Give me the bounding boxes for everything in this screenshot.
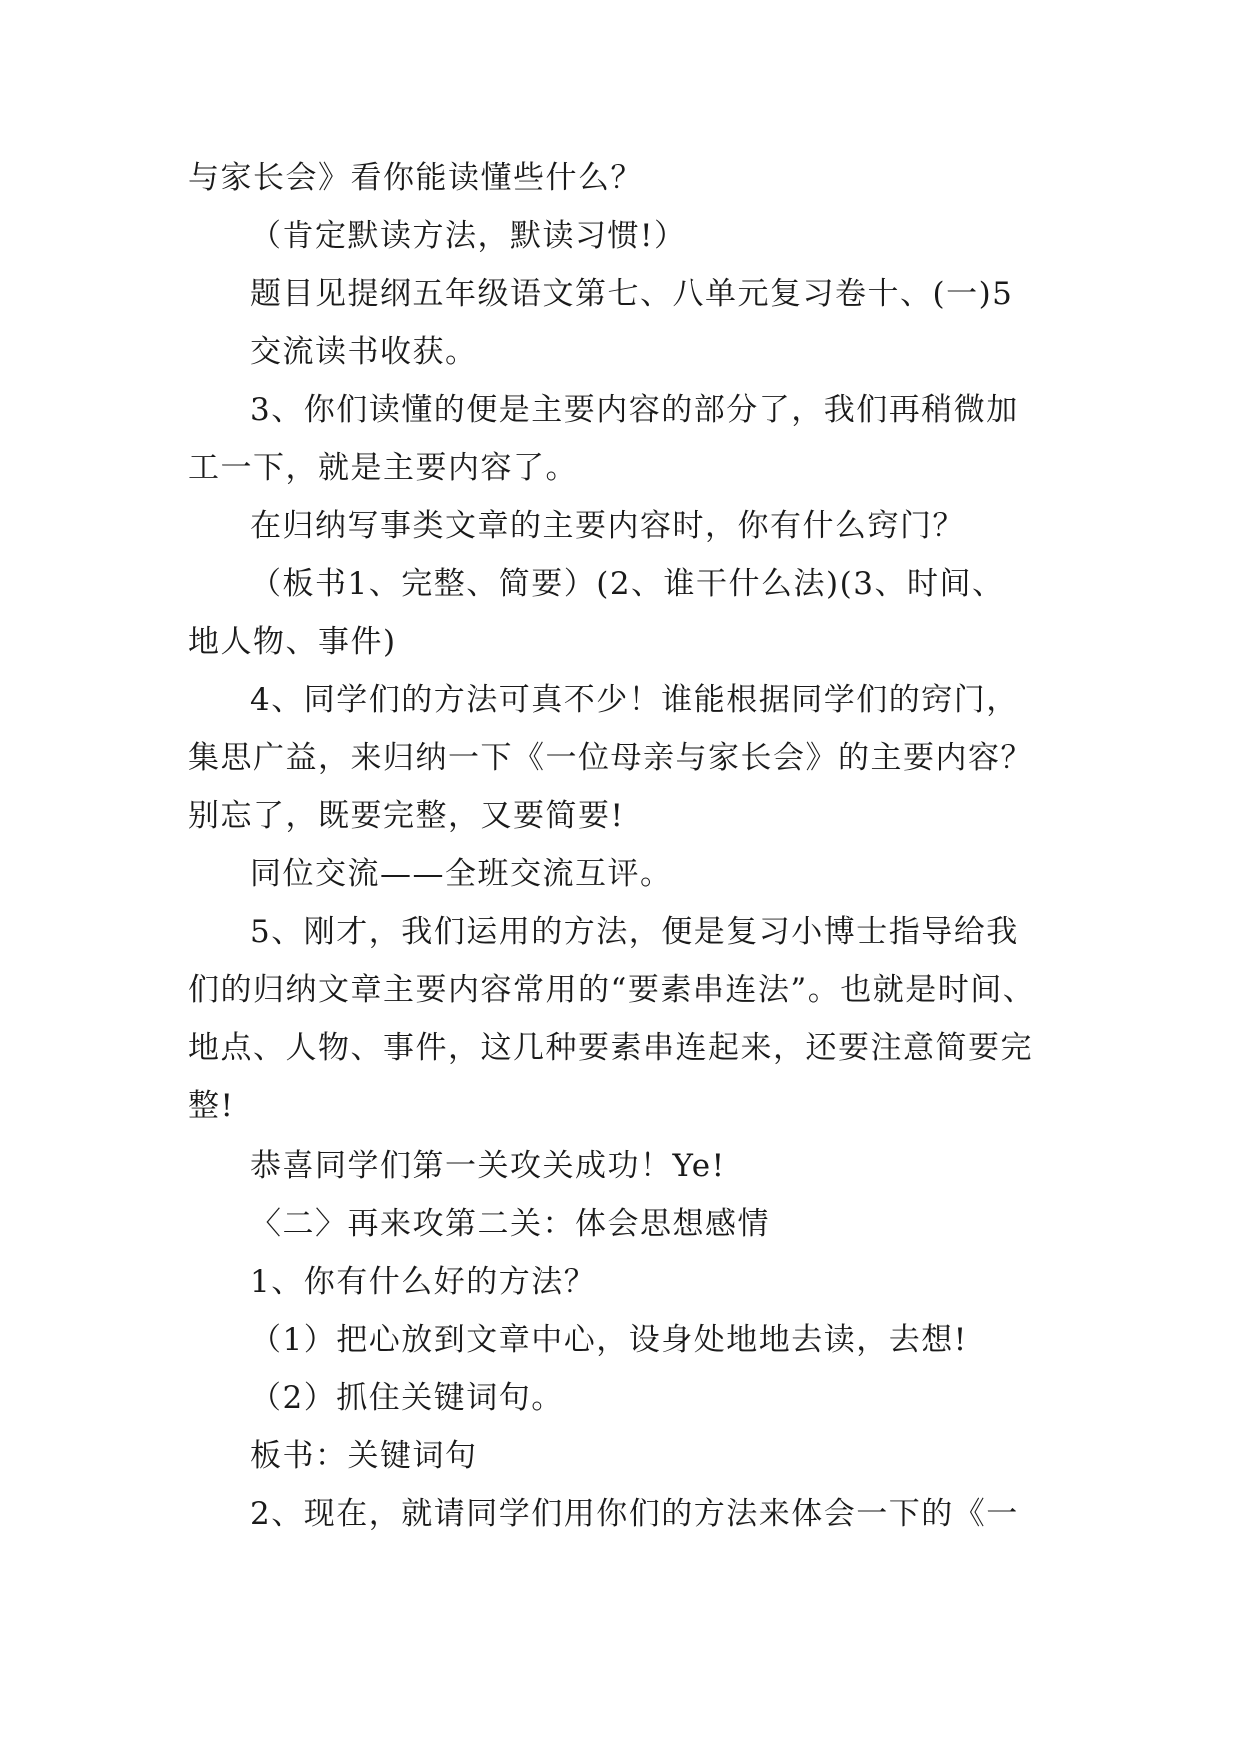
text-line: （板书1、完整、简要）(2、谁干什么法)(3、时间、 xyxy=(250,566,1005,602)
text-line: 整! xyxy=(188,1088,235,1124)
text-line: 题目见提纲五年级语文第七、八单元复习卷十、(一)5 xyxy=(250,276,1014,312)
text-line: 板书：关键词句 xyxy=(250,1438,478,1474)
text-line: 与家长会》看你能读懂些什么？ xyxy=(188,160,643,196)
text-line: 别忘了，既要完整，又要简要! xyxy=(188,798,625,834)
text-line: 地人物、事件) xyxy=(188,624,397,660)
text-line: 工一下，就是主要内容了。 xyxy=(188,450,578,486)
text-line: 集思广益，来归纳一下《一位母亲与家长会》的主要内容？ xyxy=(188,740,1033,776)
text-line: 5、刚才，我们运用的方法，便是复习小博士指导给我 xyxy=(250,914,1019,950)
text-line: 1、你有什么好的方法？ xyxy=(250,1264,597,1300)
text-line: 们的归纳文章主要内容常用的“要素串连法”。也就是时间、 xyxy=(188,972,1036,1008)
text-line: 2、现在，就请同学们用你们的方法来体会一下的《一 xyxy=(250,1496,1019,1532)
text-line: 交流读书收获。 xyxy=(250,334,478,370)
text-line: （肯定默读方法，默读习惯!） xyxy=(250,218,687,254)
text-line: 在归纳写事类文章的主要内容时，你有什么窍门？ xyxy=(250,508,965,544)
text-line: 4、同学们的方法可真不少！谁能根据同学们的窍门， xyxy=(250,682,1019,718)
text-line: 地点、人物、事件，这几种要素串连起来，还要注意简要完 xyxy=(188,1030,1033,1066)
text-line: （2）抓住关键词句。 xyxy=(250,1380,564,1416)
text-line: （1）把心放到文章中心，设身处地地去读，去想! xyxy=(250,1322,968,1358)
text-line: 同位交流——全班交流互评。 xyxy=(250,856,673,892)
text-line: 〈二〉再来攻第二关：体会思想感情 xyxy=(250,1206,770,1242)
text-line: 恭喜同学们第一关攻关成功！Ye! xyxy=(250,1148,726,1184)
text-line: 3、你们读懂的便是主要内容的部分了，我们再稍微加 xyxy=(250,392,1019,428)
